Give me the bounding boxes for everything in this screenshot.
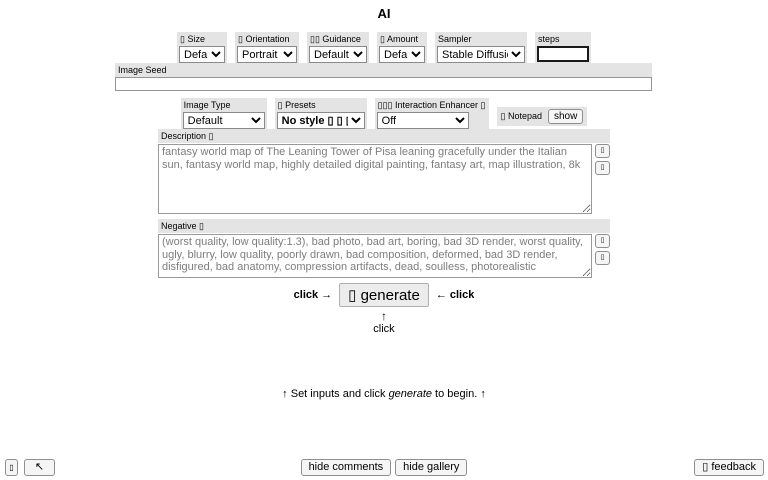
image-seed-label: Image Seed <box>115 63 652 77</box>
description-copy-button[interactable]: ▯ <box>595 144 610 158</box>
begin-hint-generate-word: generate <box>388 388 432 400</box>
orientation-label: ▯ Orientation <box>238 34 290 44</box>
image-type-label: Image Type <box>183 100 231 110</box>
notepad-group <box>497 107 588 126</box>
negative-textarea[interactable] <box>158 234 592 278</box>
description-textarea[interactable] <box>158 144 592 214</box>
steps-group <box>535 32 591 64</box>
up-arrow-icon: ↑ <box>381 309 387 323</box>
notepad-label: ▯ Notepad <box>500 110 542 121</box>
click-bottom-hint: click <box>373 323 395 335</box>
steps-label: steps <box>538 34 560 44</box>
image-seed-input[interactable] <box>115 77 652 91</box>
sampler-group <box>435 32 527 65</box>
negative-body <box>158 234 610 278</box>
negative-side-buttons <box>595 234 610 265</box>
size-select[interactable] <box>179 46 225 63</box>
click-left-hint: click → <box>293 289 333 301</box>
generate-row <box>0 283 768 307</box>
negative-copy-button[interactable]: ▯ <box>595 234 610 248</box>
click-right-hint: ← click <box>435 289 475 301</box>
begin-hint <box>0 388 768 400</box>
begin-hint-pre: ↑ Set inputs and click <box>282 388 389 400</box>
scroll-top-button[interactable]: ↖ <box>24 459 55 476</box>
size-group <box>177 32 227 65</box>
sampler-select[interactable] <box>437 46 525 63</box>
footer-right <box>694 459 764 476</box>
hide-comments-button[interactable]: hide comments <box>301 459 392 476</box>
feedback-button[interactable]: ▯ feedback <box>694 459 764 476</box>
footer-middle <box>0 459 768 476</box>
begin-hint-post: to begin. ↑ <box>432 388 486 400</box>
image-type-select[interactable] <box>183 112 265 129</box>
amount-group <box>377 32 427 65</box>
controls-row-2 <box>0 98 768 131</box>
sampler-label: Sampler <box>438 34 472 44</box>
interaction-enhancer-label: ▯▯▯ Interaction Enhancer ▯ <box>377 100 486 110</box>
guidance-group <box>307 32 369 65</box>
presets-group <box>275 98 367 131</box>
notepad-show-button[interactable]: show <box>548 109 583 124</box>
description-paste-button[interactable]: ▯ <box>595 161 610 175</box>
image-seed-group <box>115 63 652 91</box>
generate-area <box>0 283 768 335</box>
controls-row-1 <box>0 32 768 65</box>
footer-icon-button[interactable]: ▯ <box>5 459 18 476</box>
presets-label: ▯ Presets <box>277 100 316 110</box>
description-side-buttons <box>595 144 610 175</box>
description-label: Description ▯ <box>158 129 610 143</box>
interaction-enhancer-select[interactable] <box>377 112 469 129</box>
orientation-group <box>235 32 299 65</box>
image-type-group <box>181 98 267 131</box>
description-body <box>158 144 610 214</box>
amount-label: ▯ Amount <box>380 34 418 44</box>
page-title: AI <box>377 6 391 21</box>
negative-section <box>158 219 610 278</box>
guidance-label: ▯▯ Guidance <box>310 34 361 44</box>
amount-select[interactable] <box>379 46 425 63</box>
negative-label: Negative ▯ <box>158 219 610 233</box>
presets-select[interactable] <box>277 112 365 129</box>
orientation-select[interactable] <box>237 46 297 63</box>
guidance-select[interactable] <box>309 46 367 63</box>
generate-button[interactable]: ▯ generate <box>339 283 429 307</box>
steps-input[interactable] <box>537 46 589 62</box>
hide-gallery-button[interactable]: hide gallery <box>395 459 467 476</box>
description-section <box>158 129 610 214</box>
negative-paste-button[interactable]: ▯ <box>595 251 610 265</box>
interaction-enhancer-group <box>375 98 489 131</box>
size-label: ▯ Size <box>180 34 205 44</box>
